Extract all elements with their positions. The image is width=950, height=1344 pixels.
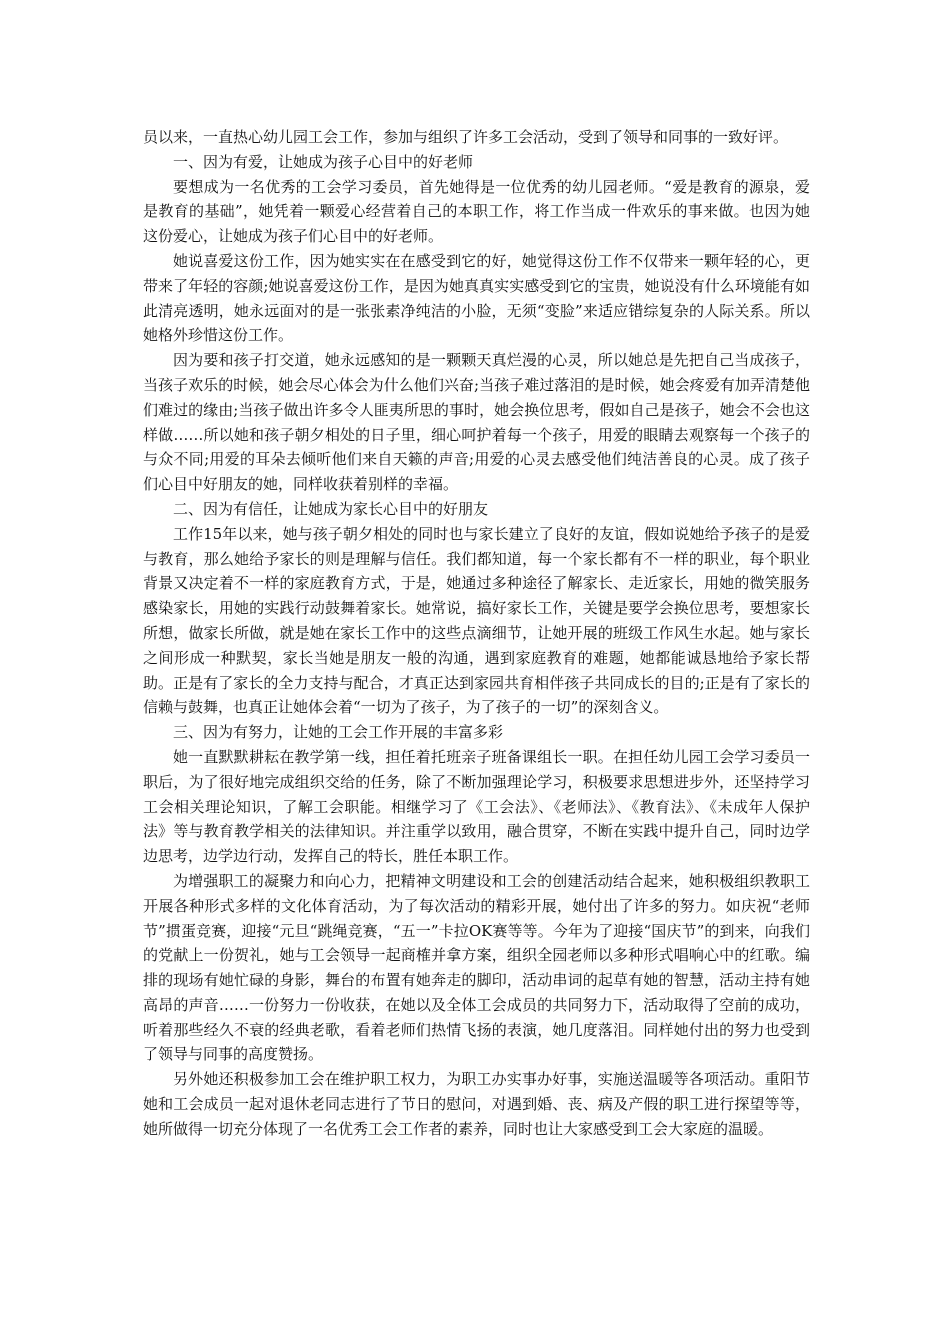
paragraph-continuation: 员以来，一直热心幼儿园工会工作，参加与组织了许多工会活动，受到了领导和同事的一致好评。 (143, 128, 789, 146)
document-body (143, 125, 810, 1142)
paragraph: 另外她还积极参加工会在维护职工权力，为职工办实事办好事，实施送温暖等各项活动。重阳节她和工会成员一起对退休老同志进行了节日的慰问，对遇到婚、丧、病及产假的职工进行探望等等，她所做得一切充分体现了一名优秀工会工作者的素养，同时也让大家感受到工会大家庭的温暖。 (143, 1070, 810, 1138)
paragraph: 因为要和孩子打交道，她永远感知的是一颗颗天真烂漫的心灵，所以她总是先把自己当成孩子，当孩子欢乐的时候，她会尽心体会为什么他们兴奋;当孩子难过落泪的是时候，她会疼爱有加弄清楚他们难过的缘由;当孩子做出许多令人匪夷所思的事时，她会换位思考，假如自己是孩子，她会不会也这样做……所以她和孩子朝夕相处的日子里，细心呵护着每一个孩子，用爱的眼睛去观察每一个孩子的与众不同;用爱的耳朵去倾听他们来自天籁的声音;用爱的心灵去感受他们纯洁善良的心灵。成了孩子们心目中好朋友的她，同样收获着别样的幸福。 (143, 351, 810, 494)
section-heading-3: 三、因为有努力，让她的工会工作开展的丰富多彩 (173, 723, 504, 742)
paragraph: 工作15年以来，她与孩子朝夕相处的同时也与家长建立了良好的友谊，假如说她给予孩子的是爱与教育，那么她给予家长的则是理解与信任。我们都知道，每一个家长都有不一样的职业，每个职业背景又决定着不一样的家庭教育方式，于是，她通过多种途径了解家长、走近家长，用她的微笑服务感染家长，用她的实践行动鼓舞着家长。她常说，搞好家长工作，关键是要学会换位思考，要想家长所想，做家长所做，就是她在家长工作中的这些点滴细节，让她开展的班级工作风生水起。她与家长之间形成一种默契，家长当她是朋友一般的沟通，遇到家庭教育的难题，她都能诚恳地给予家长帮助。正是有了家长的全力支持与配合，才真正达到家园共育相伴孩子共同成长的目的;正是有了家长的信赖与鼓舞，也真正让她体会着“一切为了孩子，为了孩子的一切”的深刻含义。 (143, 524, 810, 717)
paragraph: 她一直默默耕耘在教学第一线，担任着托班亲子班备课组长一职。在担任幼儿园工会学习委员一职后，为了很好地完成组织交给的任务，除了不断加强理论学习，积极要求思想进步外，还坚持学习工会相关理论知识，了解工会职能。相继学习了《工会法》、《老师法》、《教育法》、《未成年人保护法》等与教育教学相关的法律知识。并注重学以致用，融合贯穿，不断在实践中提升自己，同时边学边思考，边学边行动，发挥自己的特长，胜任本职工作。 (143, 747, 810, 866)
section-heading-1: 一、因为有爱，让她成为孩子心目中的好老师 (173, 152, 474, 171)
paragraph: 为增强职工的凝聚力和向心力，把精神文明建设和工会的创建活动结合起来，她积极组织教职工开展各种形式多样的文化体育活动，为了每次活动的精彩开展，她付出了许多的努力。如庆祝“老师节”掼蛋竞赛，迎接“元旦“跳绳竞赛，“五一”卡拉OK赛等等。今年为了迎接“国庆节”的到来，向我们的党献上一份贺礼，她与工会领导一起商榷并拿方案，组织全园老师以多种形式唱响心中的红歌。编排的现场有她忙碌的身影，舞台的布置有她奔走的脚印，活动串词的起草有她的智慧，活动主持有她高昂的声音……一份努力一份收获，在她以及全体工会成员的共同努力下，活动取得了空前的成功，听着那些经久不衰的经典老歌，看着老师们热情飞扬的表演，她几度落泪。同样她付出的努力也受到了领导与同事的高度赞扬。 (143, 871, 810, 1064)
paragraph: 要想成为一名优秀的工会学习委员，首先她得是一位优秀的幼儿园老师。“爱是教育的源泉，爱是教育的基础”，她凭着一颗爱心经营着自己的本职工作，将工作当成一件欢乐的事来做。也因为她这份爱心，让她成为孩子们心目中的好老师。 (143, 177, 810, 246)
paragraph: 她说喜爱这份工作，因为她实实在在感受到它的好，她觉得这份工作不仅带来一颗年轻的心，更带来了年轻的容颜;她说喜爱这份工作，是因为她真真实实感受到它的宝贵，她说没有什么环境能有如此清亮透明，她永远面对的是一张张素净纯洁的小脸，无须“变脸”来适应错综复杂的人际关系。所以她格外珍惜这份工作。 (143, 251, 810, 345)
section-heading-2: 二、因为有信任，让她成为家长心目中的好朋友 (173, 499, 489, 518)
